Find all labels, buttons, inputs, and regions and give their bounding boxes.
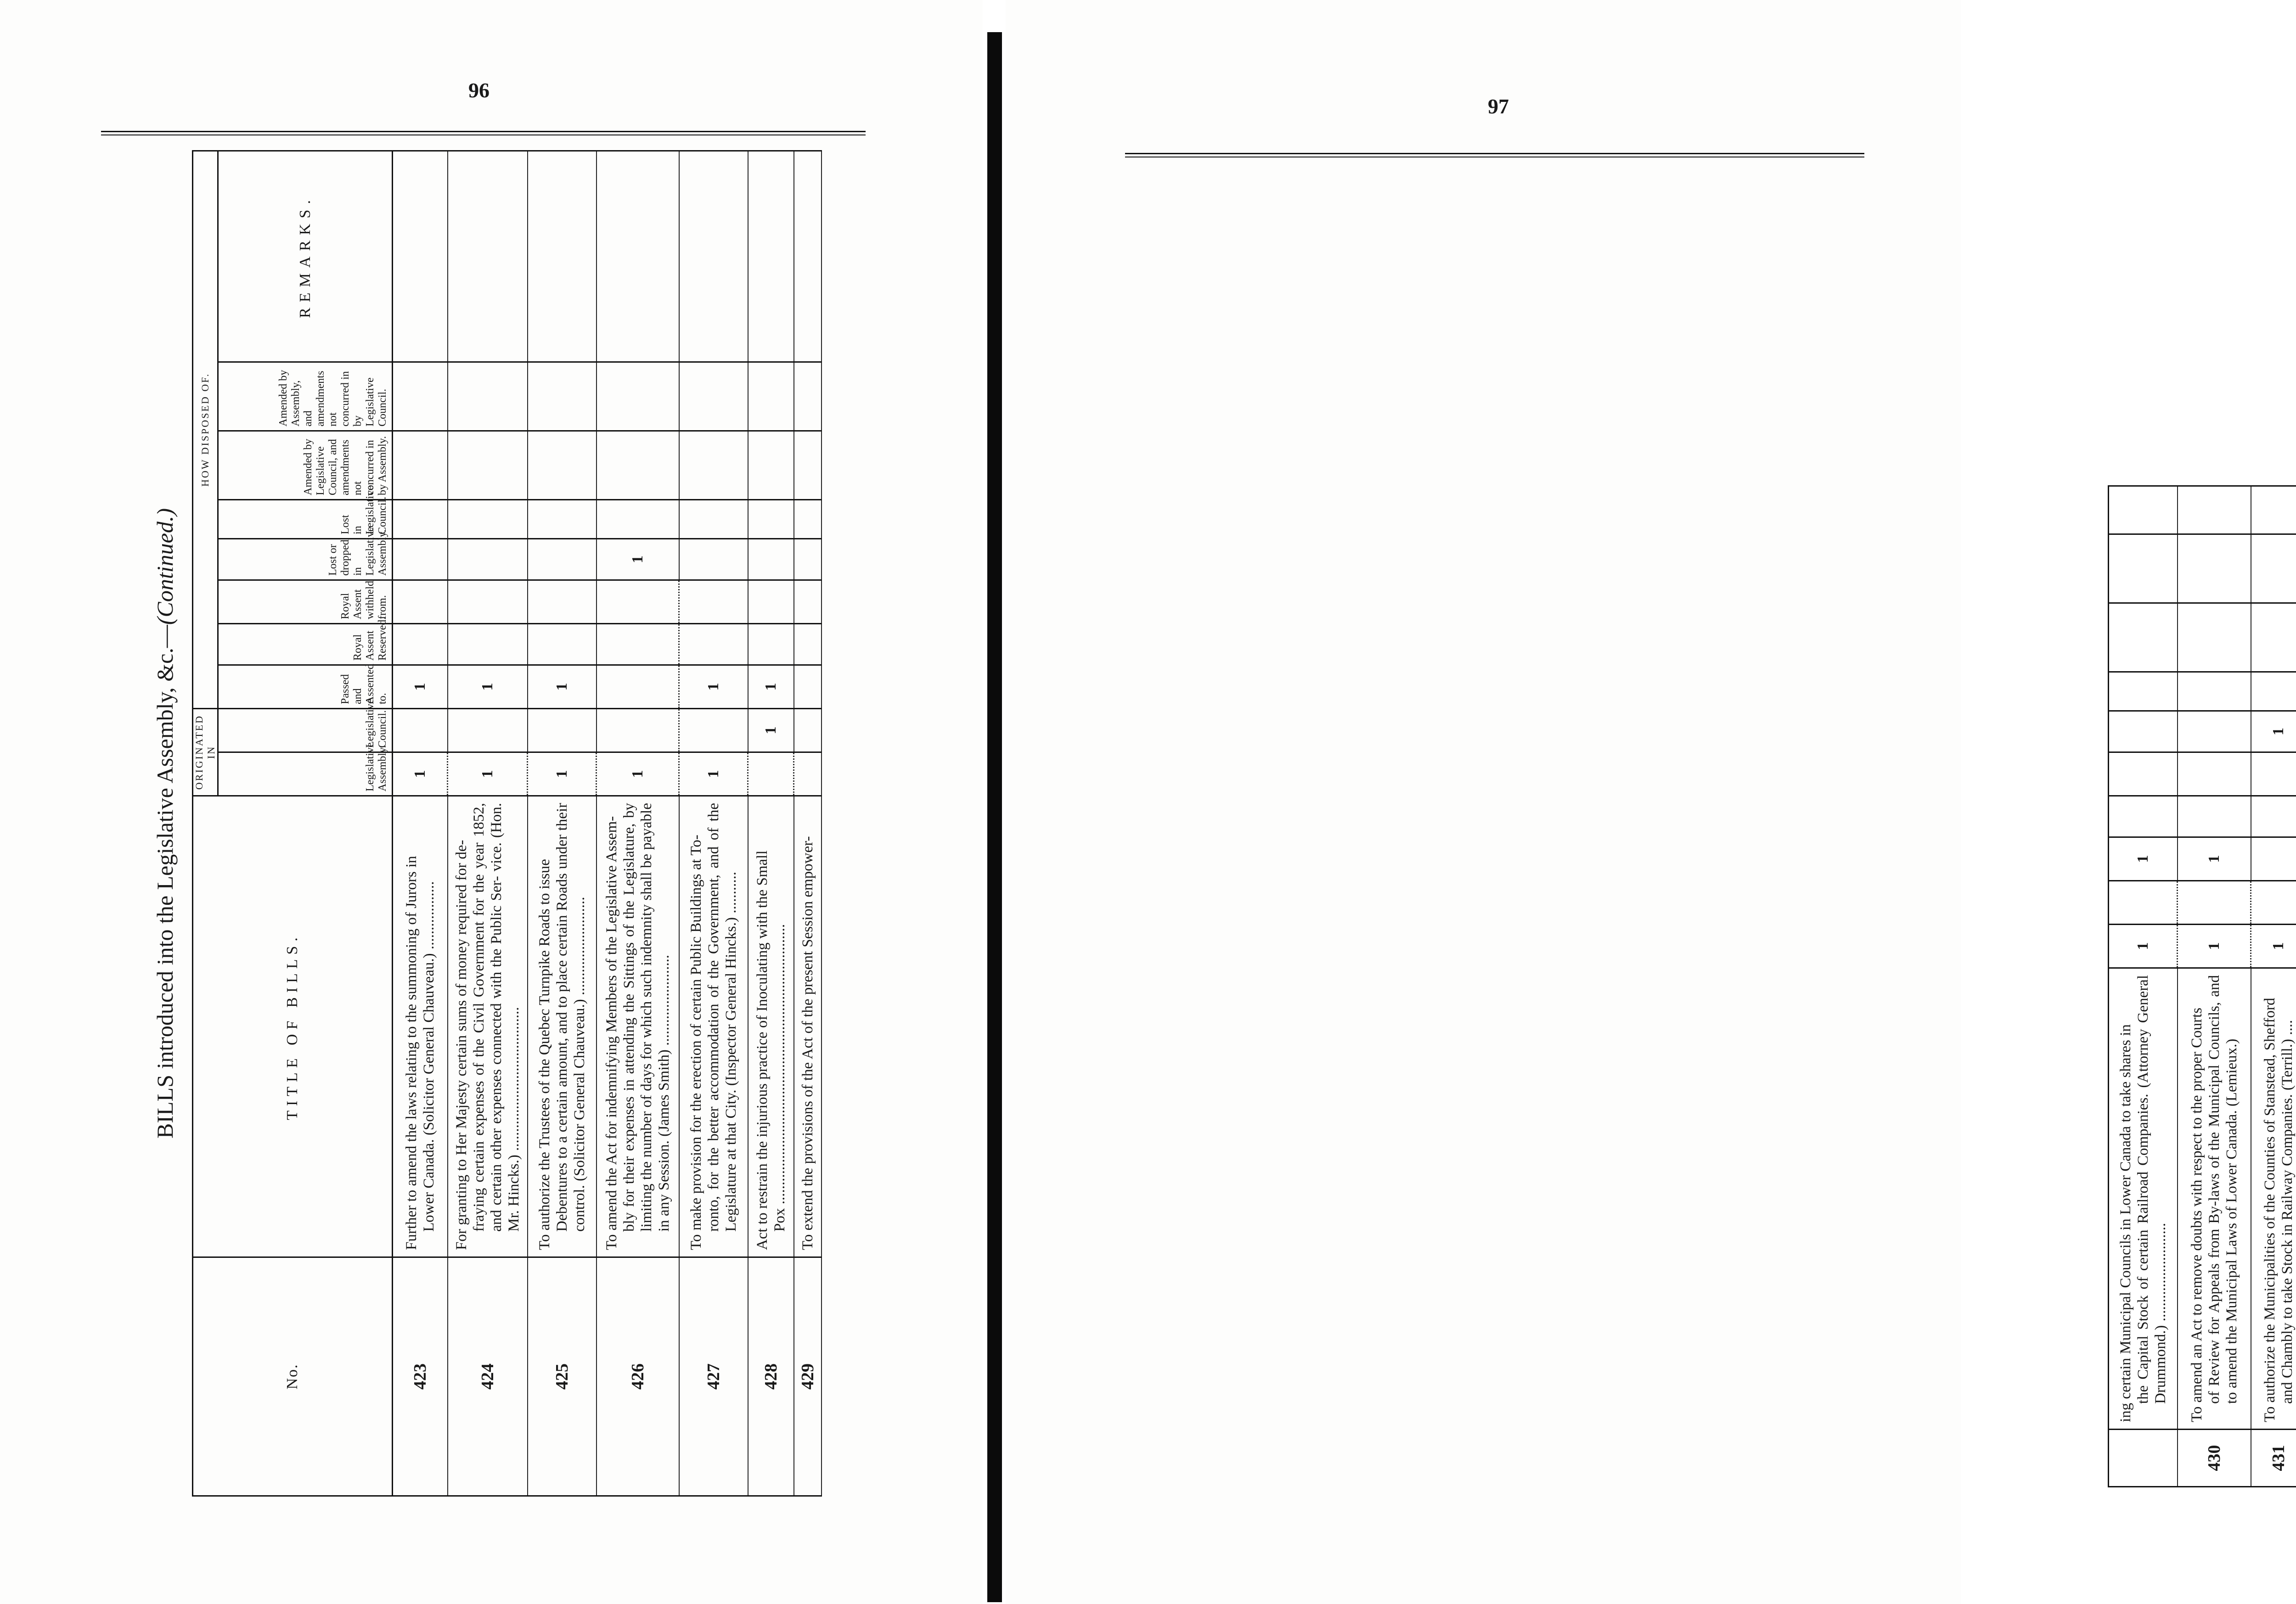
table-row — [2251, 486, 2296, 1487]
lost-mark — [748, 539, 794, 580]
table-row — [2178, 486, 2251, 1487]
originated-council-mark — [2251, 881, 2296, 925]
passed-mark — [2251, 837, 2296, 881]
header-royal-reserved: Royal Assent Reserved. — [218, 624, 393, 665]
bill-title: For granting to Her Majesty certain sums of money required for de- fraying certain expenses of the Civil Government for the year 1852, and certain other expenses connected with the Public Ser- vice. (Hon. Mr. Hincks.) ...................................... — [448, 796, 528, 1257]
document-title: BILLS introduced into the Legislative Assembly, &c.—(Continued.) — [152, 508, 178, 1139]
originated-assembly-mark — [748, 752, 794, 796]
bill-title: To authorize the Municipalities of the Counties of Stanstead, Shefford and Chambly to take Stock in Railway Companies. (Terrill.) .... — [2251, 968, 2296, 1430]
table-row — [748, 151, 794, 1496]
table-row — [794, 151, 822, 1496]
header-rule — [101, 131, 866, 135]
table-row — [393, 151, 448, 1496]
header-amended-by-council: Amended by Legislative Council, and amendments not concurred in by Assembly. — [218, 431, 393, 500]
lost-mark: 1 — [597, 539, 679, 580]
originated-council-mark — [794, 709, 822, 752]
originated-council-mark — [679, 709, 748, 752]
lost-mark: 1 — [2251, 711, 2296, 752]
table-row — [448, 151, 528, 1496]
bill-title: To make provision for the erection of certain Public Buildings at To- ronto, for the better accommodation of the Government, and of the Legislature at that City. (Inspector General Hincks.) ........... — [679, 796, 748, 1257]
passed-mark — [597, 665, 679, 709]
originated-council-mark — [2109, 881, 2178, 925]
bill-title: To amend the Act for indemnifying Members of the Legislative Assem- bly for their expenses in attending the Sittings of the Legislature, by limiting the number of days for which such indemnity shall be payable in any Session. (James Smith) ........................ — [597, 796, 679, 1257]
withheld-mark — [2251, 752, 2296, 796]
bill-title: To extend the provisions of the Act of the present Session empower- — [794, 796, 822, 1257]
originated-council-mark — [393, 709, 448, 752]
bill-number: 430 — [2178, 1430, 2251, 1487]
bill-number: 426 — [597, 1257, 679, 1496]
passed-mark: 1 — [679, 665, 748, 709]
reserved-mark — [528, 624, 597, 665]
reserved-mark — [679, 624, 748, 665]
bill-title: Further to amend the laws relating to the summoning of Jurors in Lower Canada. (Solicitor General Chauveau.) .................. — [393, 796, 448, 1257]
bill-title: To amend an Act to remove doubts with respect to the proper Courts of Review for Appeals from By-laws of the Municipal Councils, and to amend the Municipal Laws of Lower Canada. (Lemieux.) — [2178, 968, 2251, 1430]
passed-mark — [794, 665, 822, 709]
table-row — [597, 151, 679, 1496]
lost-mark — [794, 539, 822, 580]
reserved-mark — [794, 624, 822, 665]
lost-mark — [2178, 711, 2251, 752]
bill-number: 428 — [748, 1257, 794, 1496]
header-lost-dropped-assembly: Lost or dropped in Legislative Assembly. — [218, 539, 393, 580]
originated-assembly-mark: 1 — [528, 752, 597, 796]
lost-mark — [448, 539, 528, 580]
passed-mark: 1 — [528, 665, 597, 709]
reserved-mark — [2109, 796, 2178, 837]
bill-title: Act to restrain the injurious practice of Inoculating with the Small Pox .......................................................................... — [748, 796, 794, 1257]
bills-table-continued — [2108, 485, 2296, 1487]
bill-number: 427 — [679, 1257, 748, 1496]
passed-mark: 1 — [748, 665, 794, 709]
page-number: 97 — [1488, 95, 1509, 118]
passed-mark: 1 — [448, 665, 528, 709]
header-lost-council: Lost in Legislative Council. — [218, 500, 393, 539]
header-how-disposed: HOW DISPOSED OF. — [193, 151, 218, 708]
originated-assembly-mark: 1 — [679, 752, 748, 796]
withheld-mark — [597, 580, 679, 624]
page-number: 96 — [468, 79, 490, 102]
bills-table-continued-rotated — [2108, 487, 2296, 1487]
header-legislative-assembly: Legislative Assembly. — [218, 752, 393, 796]
table-row-continuation — [2109, 486, 2178, 1487]
reserved-mark — [2251, 796, 2296, 837]
reserved-mark — [597, 624, 679, 665]
bill-number: 431 — [2251, 1430, 2296, 1487]
book-spine — [987, 32, 1002, 1602]
passed-mark: 1 — [2178, 837, 2251, 881]
header-royal-withheld: Royal Assent withheld from. — [218, 580, 393, 624]
withheld-mark — [448, 580, 528, 624]
table-row — [679, 151, 748, 1496]
lost-mark — [679, 539, 748, 580]
originated-assembly-mark: 1 — [2109, 925, 2178, 968]
bill-title-continuation: ing certain Municipal Councils in Lower Canada to take shares in the Capital Stock of certain Railroad Companies. (Attorney General Drummond.) .......................... — [2109, 968, 2178, 1430]
table-row — [528, 151, 597, 1496]
originated-assembly-mark: 1 — [2251, 925, 2296, 968]
reserved-mark — [748, 624, 794, 665]
withheld-mark — [679, 580, 748, 624]
lost-mark — [393, 539, 448, 580]
bill-title: To authorize the Trustees of the Quebec Turnpike Roads to issue Debentures to a certain amount, and to place certain Roads under their control. (Solicitor General Chauveau.) .......................... — [528, 796, 597, 1257]
lost-mark — [2109, 711, 2178, 752]
header-originated-in: ORIGINATED IN — [193, 709, 218, 796]
header-passed-assented: Passed and Assented to. — [218, 665, 393, 709]
originated-assembly-mark — [794, 752, 822, 796]
originated-council-mark — [448, 709, 528, 752]
withheld-mark — [748, 580, 794, 624]
bill-number: 425 — [528, 1257, 597, 1496]
originated-council-mark — [597, 709, 679, 752]
originated-assembly-mark: 1 — [2178, 925, 2251, 968]
bills-table-rotated — [138, 151, 863, 1497]
withheld-mark — [528, 580, 597, 624]
reserved-mark — [2178, 796, 2251, 837]
originated-council-mark — [2178, 881, 2251, 925]
header-amended-by-assembly: Amended by Assembly, and amendments not concurred in by Legislative Council. — [218, 362, 393, 431]
bill-number: 423 — [393, 1257, 448, 1496]
lost-mark — [528, 539, 597, 580]
bills-table — [138, 150, 822, 1497]
bill-number: 429 — [794, 1257, 822, 1496]
originated-council-mark: 1 — [748, 709, 794, 752]
withheld-mark — [2109, 752, 2178, 796]
right-page — [1006, 0, 2296, 1604]
originated-assembly-mark: 1 — [597, 752, 679, 796]
header-rule — [1125, 153, 1864, 157]
reserved-mark — [393, 624, 448, 665]
passed-mark: 1 — [2109, 837, 2178, 881]
withheld-mark — [2178, 752, 2251, 796]
header-remarks: REMARKS. — [218, 151, 393, 362]
passed-mark: 1 — [393, 665, 448, 709]
header-no: No. — [193, 1257, 393, 1496]
originated-council-mark — [528, 709, 597, 752]
bill-number: 424 — [448, 1257, 528, 1496]
withheld-mark — [794, 580, 822, 624]
header-title-of-bills: TITLE OF BILLS. — [193, 796, 393, 1257]
reserved-mark — [448, 624, 528, 665]
withheld-mark — [393, 580, 448, 624]
originated-assembly-mark: 1 — [448, 752, 528, 796]
originated-assembly-mark: 1 — [393, 752, 448, 796]
left-page — [0, 0, 983, 1604]
header-legislative-council: Legislative Council. — [218, 709, 393, 752]
